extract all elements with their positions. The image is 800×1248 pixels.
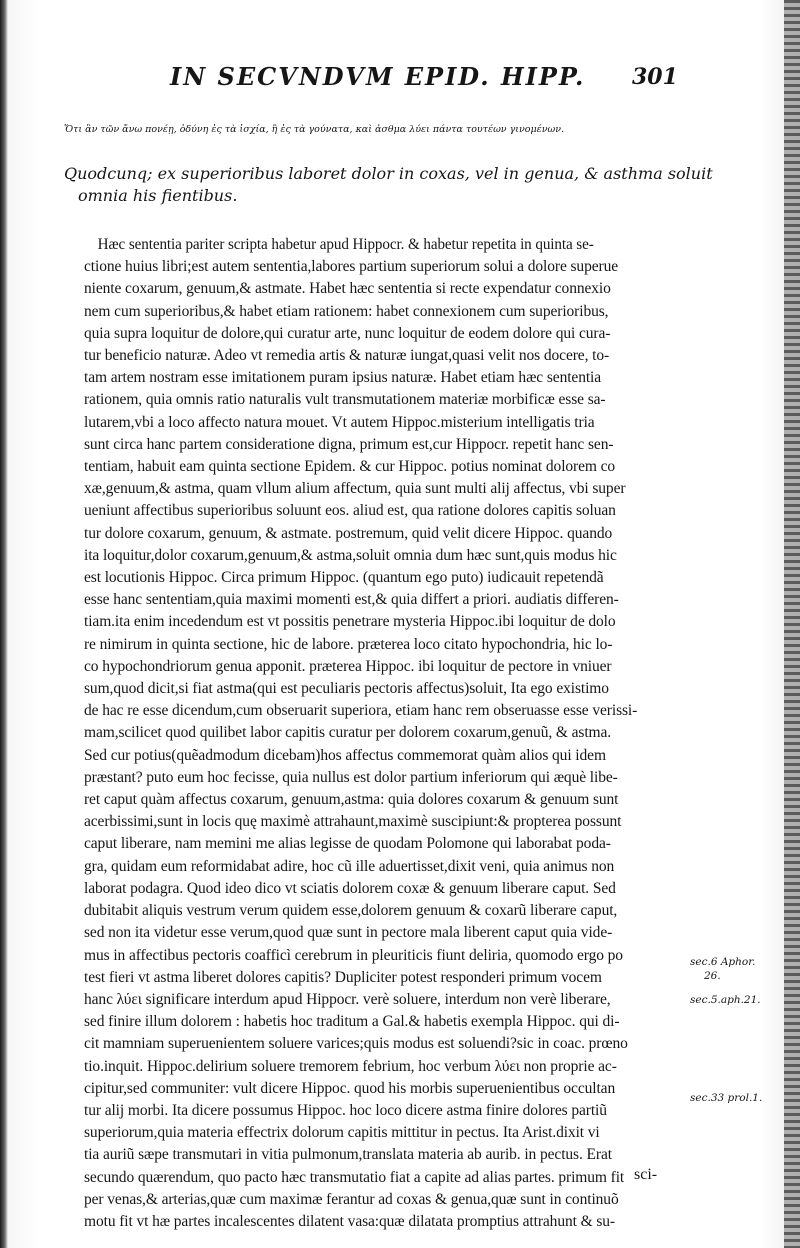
text-line: sed finire illum dolorem : habetis hoc traditum a Gal.& habetis exempla Hippoc. qui di- bbox=[84, 1013, 620, 1031]
text-line: cit mamniam superuenientem soluere varices;quis modus est soluendi?sic in coac. prœno bbox=[84, 1035, 628, 1053]
text-line: test fieri vt astma liberet dolores capitis? Dupliciter potest responderi primum vocem bbox=[84, 968, 602, 986]
text-line: laborat podagra. Quod ideo dico vt sciatis dolorem coxæ & genuum liberare caput. Sed bbox=[84, 879, 616, 897]
text-line: præstant? puto eum hoc fecisse, quia nullus est dolor partium inferiorum qui æquè libe- bbox=[84, 768, 618, 786]
page-header bbox=[170, 62, 710, 96]
commentary-body bbox=[84, 234, 689, 1233]
text-line: co hypochondriorum genua apponit. præterea Hippoc. ibi loquitur de pectore in vniuer bbox=[84, 657, 612, 675]
text-line: ueniunt affectibus superioribus soluunt eos. aliud est, qua ratione dolores capitis soluan bbox=[84, 502, 616, 520]
text-line: tur beneficio naturæ. Adeo vt remedia artis & naturæ iungat,quasi velit nos docere, to- bbox=[84, 347, 610, 365]
text-line: xæ,genuum,& astma, quam vllum alium affectum, quia sunt multi alij affectus, vbi super bbox=[84, 480, 626, 498]
page-number: 301 bbox=[632, 64, 678, 90]
text-line: est locutionis Hippoc. Circa primum Hippoc. (quantum ego puto) iudicauit repetendã bbox=[84, 569, 604, 587]
text-line: ret caput quàm affectus coxarum, genuum,astma: quia dolores coxarum & genuum sunt bbox=[84, 791, 619, 809]
catchword: sci- bbox=[634, 1166, 658, 1183]
text-line: tentiam, habuit eam quinta sectione Epidem. & cur Hippoc. potius nominat dolorem co bbox=[84, 458, 616, 476]
text-line: superiorum,quia materia effectrix dolorum capitis mittitur in pectus. Ita Arist.dixit vi bbox=[84, 1124, 600, 1142]
text-line: mus in affectibus pectoris coafficì cerebrum in pleuriticis fiunt deliria, quomodo ergo po bbox=[84, 946, 623, 964]
text-line: motu fit vt hæ partes incalescentes dilatent vasa:quæ dilatata promptius attrahunt & su- bbox=[84, 1212, 615, 1230]
text-line: re nimirum in quinta sectione, hic de labore. præterea loco citato hypochondria, hic lo- bbox=[84, 635, 613, 653]
text-line: per venas,& arterias,quæ cum maximæ ferantur ad coxas & genua,quæ sunt in continuõ bbox=[84, 1190, 619, 1208]
text-line: secundo quærendum, quo pacto hæc transmutatio fiat a capite ad alias partes. primum fit bbox=[84, 1168, 625, 1186]
text-line: sunt circa hanc partem consideratione digna, primum est,cur Hippocr. repetit hanc sen- bbox=[84, 435, 614, 453]
text-line: hanc λύει significare interdum apud Hippocr. verè soluere, interdum non verè liberare, bbox=[84, 990, 611, 1008]
text-line: sum,quod dicit,si fiat astma(qui est peculiaris pectoris affectus)soluit, Ita ego existimo bbox=[84, 680, 609, 698]
text-line: niente coxarum, genuum,& astmate. Habet hæc sententia si recte expendatur connexio bbox=[84, 280, 611, 298]
text-line: tia auriũ sæpe transmutari in vitia pulmonum,translata materia ab aurib. in pectus. Erat bbox=[84, 1146, 612, 1164]
text-line: dubitabit aliquis vestrum verum quidem esse,dolorem genuum & coxarũ liberare caput, bbox=[84, 902, 618, 920]
lemma-line: Quodcunq; ex superioribus laboret dolor in coxas, vel in genua, & asthma soluit bbox=[64, 164, 713, 183]
text-line: quia supra loquitur de dolore,qui curatur arte, nunc loquitur de eodem dolore qui cura- bbox=[84, 324, 611, 342]
margin-note: sec.6 Aphor. bbox=[690, 956, 756, 968]
text-line: Hæc sententia pariter scripta habetur apud Hippocr. & habetur repetita in quinta se- bbox=[97, 236, 594, 253]
margin-note: 26. bbox=[704, 970, 721, 982]
lemma-translation bbox=[64, 163, 714, 207]
lemma-line: omnia his fientibus. bbox=[78, 186, 238, 205]
text-line: nem cum superioribus,& habet etiam rationem: habet connexionem cum superioribus, bbox=[84, 302, 609, 320]
text-line: esse hanc sententiam,quia maximi momenti est,& quia differt a priori. audiatis differen- bbox=[84, 591, 619, 609]
text-line: tam artem nostram esse imitationem puram ipsius naturæ. Habet etiam hæc sententia bbox=[84, 369, 602, 387]
text-line: Sed cur potius(quẽadmodum dicebam)hos affectus commemorat quàm alios qui idem bbox=[84, 746, 606, 764]
text-line: de hac re esse dicendum,cum obseruarit superiora, etiam hanc rem obseruasse esse verissi- bbox=[84, 702, 638, 720]
text-line: tio.inquit. Hippoc.delirium soluere tremorem febrium, hoc verbum λύει non proprie ac- bbox=[84, 1057, 617, 1075]
text-line: rationem, quia omnis ratio naturalis vult transmutationem materiæ morbificæ esse sa- bbox=[84, 391, 606, 409]
text-line: gra, quidam eum reformidabat adire, hoc cũ ille aduertisset,dixit veni, quia animus non bbox=[84, 857, 615, 875]
text-line: tur alij morbi. Ita dicere possumus Hippoc. hoc loco dicere astma finire dolores partiũ bbox=[84, 1101, 607, 1119]
text-line: caput liberare, nam memini me alias legisse de quodam Polomone qui laborabat poda- bbox=[84, 835, 611, 853]
margin-note: sec.5.aph.21. bbox=[690, 994, 761, 1006]
text-line: acerbissimi,sunt in locis quę maximè attrahaunt,maximè suscipiunt:& propterea possunt bbox=[84, 813, 622, 831]
greek-aphorism: Ὅτι ἂν τῶν ἄνω πονέῃ, ὀδύνη ἐς τὰ ἰσχία, ἢ ἐς τὰ γούνατα, καὶ ἆσθμα λύει πάντα τουτέων γινομένων. bbox=[64, 124, 565, 135]
margin-note: sec.33 prol.1. bbox=[690, 1092, 763, 1104]
text-line: ita loquitur,dolor coxarum,genuum,& astma,soluit omnia dum hæc sunt,quis modus hic bbox=[84, 546, 617, 564]
running-head: IN SECVNDVM EPID. HIPP. bbox=[170, 62, 586, 91]
text-line: cipitur,sed communiter: vult dicere Hippoc. quod his morbis superuenientibus occultan bbox=[84, 1079, 616, 1097]
text-line: sed non ita videtur esse verum,quod quæ sunt in pectore mala liberent caput quia vide- bbox=[84, 924, 613, 942]
text-line: ctione huius libri;est autem sententia,labores partium superiorum solui a dolore superue bbox=[84, 258, 618, 276]
text-line: tur dolore coxarum, genuum, & astmate. postremum, quid velit dicere Hippoc. quando bbox=[84, 524, 613, 542]
text-line: mam,scilicet quod quilibet labor capitis curatur per dolorem coxarum,genuũ, & astma. bbox=[84, 724, 612, 742]
text-line: tiam.ita enim incedendum est vt possitis penetrare mysteria Hippoc.ibi loquitur de dolo bbox=[84, 613, 616, 631]
text-line: lutarem,vbi a loco affecto natura mouet. Vt autem Hippoc.misterium intelligatis tria bbox=[84, 413, 595, 431]
